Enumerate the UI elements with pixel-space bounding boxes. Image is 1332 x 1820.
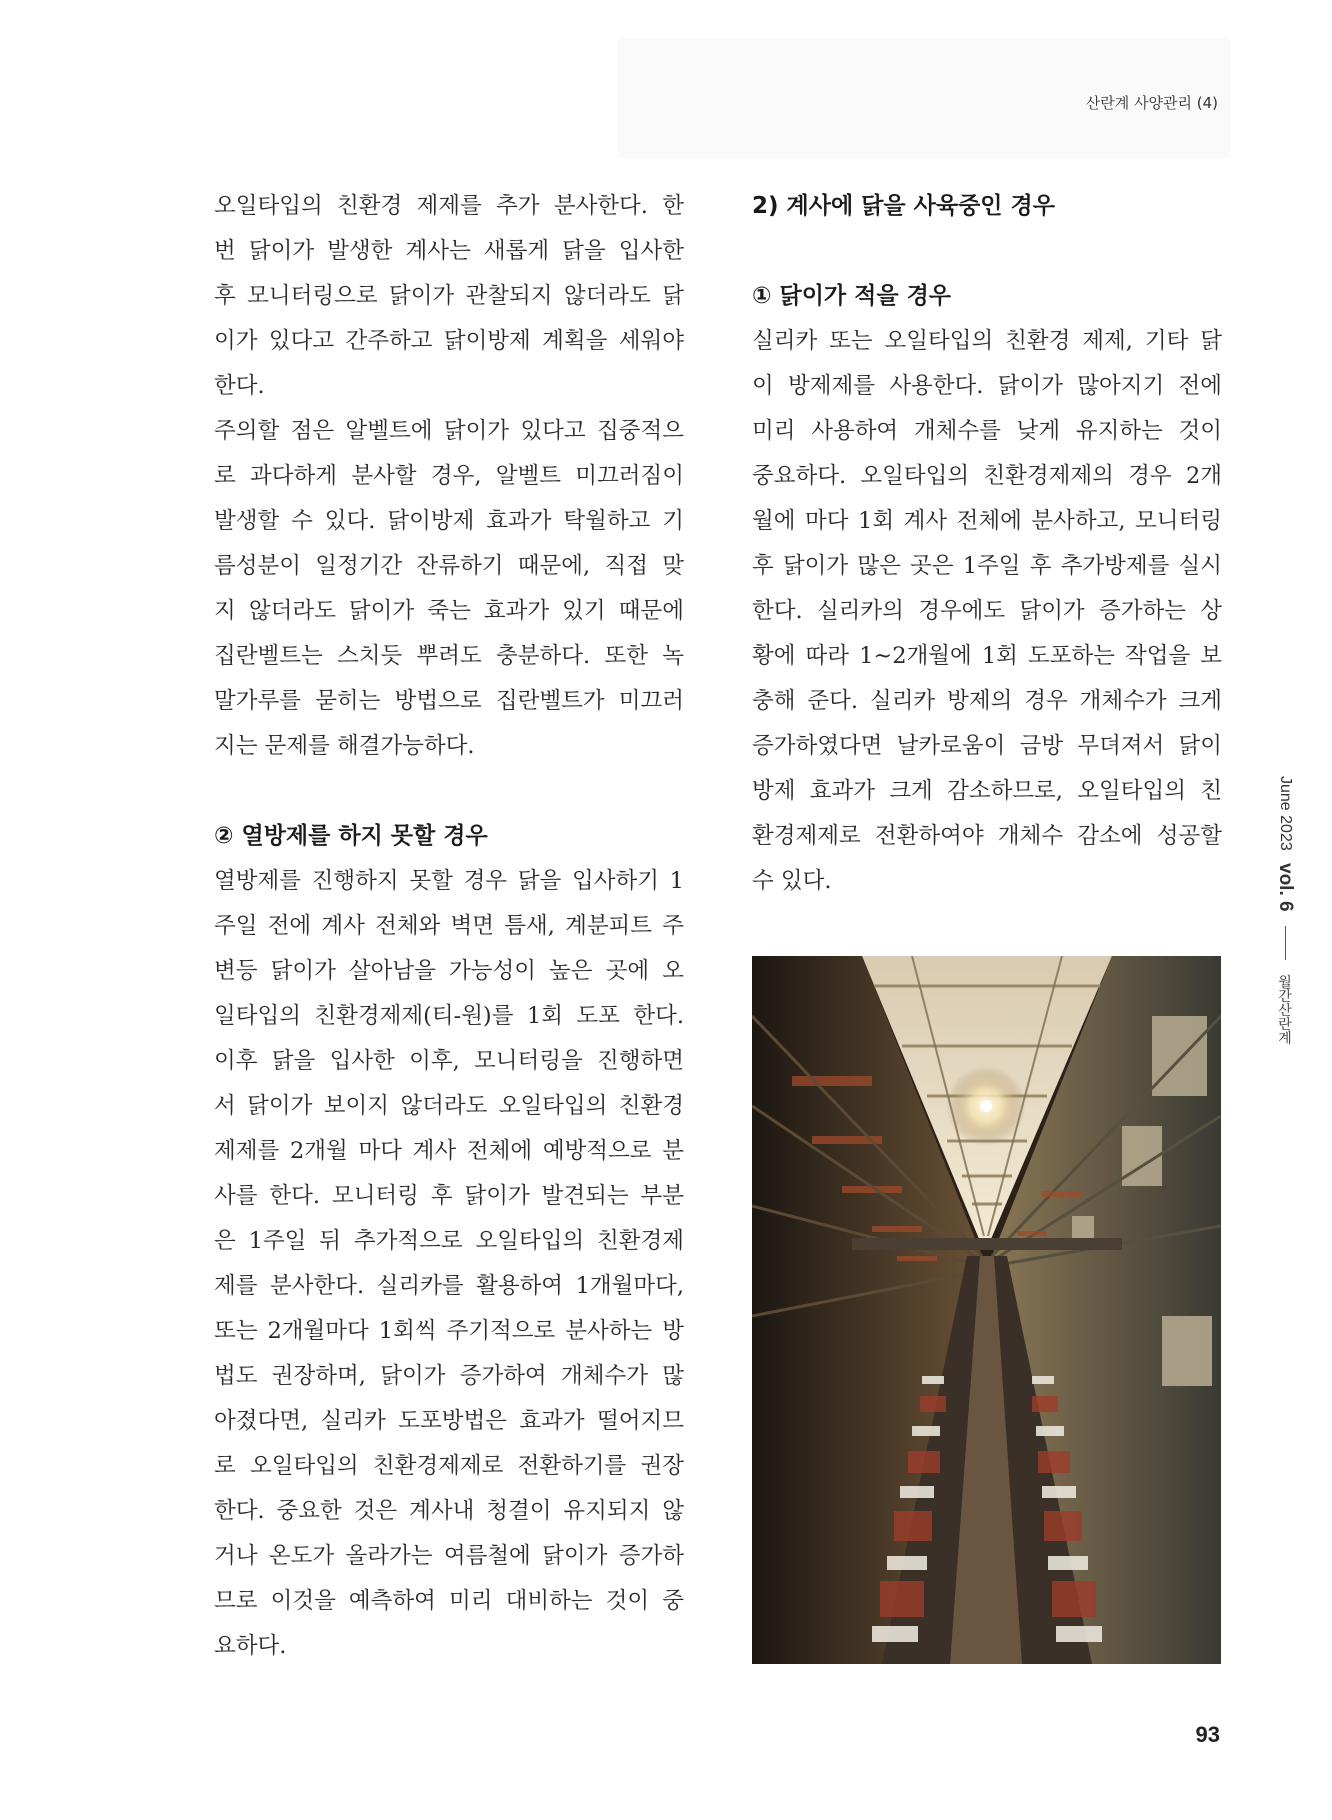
section-title: 산란계 사양관리 (4) <box>1085 94 1218 112</box>
text-line: 실리카 또는 오일타입의 친환경 제제, 기타 닭 <box>752 328 1222 354</box>
text-line: 열방제를 진행하지 못할 경우 닭을 입사하기 1 <box>214 868 684 894</box>
left-para-3 <box>214 859 684 1669</box>
text-line: 월에 마다 1회 계사 전체에 분사하고, 모니터링 <box>752 508 1222 534</box>
text-line: 오일타입의 친환경 제제를 추가 분사한다. 한 <box>214 193 684 219</box>
right-column <box>752 184 1222 904</box>
text-line: 충해 준다. 실리카 방제의 경우 개체수가 크게 <box>752 688 1222 714</box>
magazine-name: 월간산란계 <box>1277 974 1293 1045</box>
text-line: 제를 분사한다. 실리카를 활용하여 1개월마다, <box>214 1273 684 1299</box>
layer-house-photo <box>752 956 1221 1664</box>
text-line: 제제를 2개월 마다 계사 전체에 예방적으로 분 <box>214 1138 684 1164</box>
page-number: 93 <box>1195 1722 1220 1747</box>
left-column <box>214 184 684 1669</box>
text-line: 이가 있다고 간주하고 닭이방제 계획을 세워야 <box>214 328 684 354</box>
spacer <box>752 229 1222 274</box>
section-heading: 2) 계사에 닭을 사육중인 경우 <box>752 193 1055 219</box>
left-para-1 <box>214 184 684 409</box>
right-para-1 <box>752 319 1222 904</box>
text-line: 환경제제로 전환하여야 개체수 감소에 성공할 <box>752 823 1222 849</box>
text-line: 발생할 수 있다. 닭이방제 효과가 탁월하고 기 <box>214 508 684 534</box>
text-line: 지는 문제를 해결가능하다. <box>214 733 475 759</box>
text-line: 중요하다. 오일타입의 친환경제제의 경우 2개 <box>752 463 1222 489</box>
side-tab <box>1274 776 1296 1045</box>
text-line: 한다. 중요한 것은 계사내 청결이 유지되지 않 <box>214 1498 684 1524</box>
text-line: 서 닭이가 보이지 않더라도 오일타입의 친환경 <box>214 1093 684 1119</box>
text-line: 이 방제제를 사용한다. 닭이가 많아지기 전에 <box>752 373 1222 399</box>
text-line: 집란벨트는 스치듯 뿌려도 충분하다. 또한 녹 <box>214 643 684 669</box>
text-line: 증가하였다면 날카로움이 금방 무뎌져서 닭이 <box>752 733 1222 759</box>
text-line: 또는 2개월마다 1회씩 주기적으로 분사하는 방 <box>214 1318 684 1344</box>
text-line: 로 과다하게 분사할 경우, 알벨트 미끄러짐이 <box>214 463 684 489</box>
text-line: 사를 한다. 모니터링 후 닭이가 발견되는 부분 <box>214 1183 684 1209</box>
text-line: 후 모니터링으로 닭이가 관찰되지 않더라도 닭 <box>214 283 684 309</box>
text-line: 은 1주일 뒤 추가적으로 오일타입의 친환경제 <box>214 1228 684 1254</box>
text-line: 한다. <box>214 373 265 399</box>
text-line: 변등 닭이가 살아남을 가능성이 높은 곳에 오 <box>214 958 684 984</box>
text-line: 법도 권장하며, 닭이가 증가하여 개체수가 많 <box>214 1363 684 1389</box>
text-line: 일타입의 친환경제제(티-원)를 1회 도포 한다. <box>214 1003 684 1029</box>
subheading: ① 닭이가 적을 경우 <box>752 283 952 309</box>
text-line: 황에 따라 1~2개월에 1회 도포하는 작업을 보 <box>752 643 1222 669</box>
text-line: 말가루를 묻히는 방법으로 집란벨트가 미끄러 <box>214 688 684 714</box>
text-line: 지 않더라도 닭이가 죽는 효과가 있기 때문에 <box>214 598 684 624</box>
text-line: 름성분이 일정기간 잔류하기 때문에, 직접 맞 <box>214 553 684 579</box>
text-line: 후 닭이가 많은 곳은 1주일 후 추가방제를 실시 <box>752 553 1222 579</box>
text-line: 요하다. <box>214 1633 287 1659</box>
volume-number: vol. 6 <box>1275 863 1296 912</box>
divider <box>1285 926 1286 960</box>
text-line: 므로 이것을 예측하여 미리 대비하는 것이 중 <box>214 1588 684 1614</box>
spacer <box>214 769 684 814</box>
issue-date: June 2023 <box>1277 776 1294 851</box>
text-line: 이후 닭을 입사한 이후, 모니터링을 진행하면 <box>214 1048 684 1074</box>
text-line: 한다. 실리카의 경우에도 닭이가 증가하는 상 <box>752 598 1222 624</box>
subheading: ② 열방제를 하지 못할 경우 <box>214 823 488 849</box>
text-line: 방제 효과가 크게 감소하므로, 오일타입의 친 <box>752 778 1222 804</box>
text-line: 번 닭이가 발생한 계사는 새롭게 닭을 입사한 <box>214 238 684 264</box>
text-line: 아졌다면, 실리카 도포방법은 효과가 떨어지므 <box>214 1408 684 1434</box>
text-line: 로 오일타입의 친환경제제로 전환하기를 권장 <box>214 1453 684 1479</box>
text-line: 주의할 점은 알벨트에 닭이가 있다고 집중적으 <box>214 418 684 444</box>
text-line: 거나 온도가 올라가는 여름철에 닭이가 증가하 <box>214 1543 684 1569</box>
text-line: 수 있다. <box>752 868 832 894</box>
left-para-2 <box>214 409 684 769</box>
text-line: 주일 전에 계사 전체와 벽면 틈새, 계분피트 주 <box>214 913 684 939</box>
text-line: 미리 사용하여 개체수를 낮게 유지하는 것이 <box>752 418 1222 444</box>
